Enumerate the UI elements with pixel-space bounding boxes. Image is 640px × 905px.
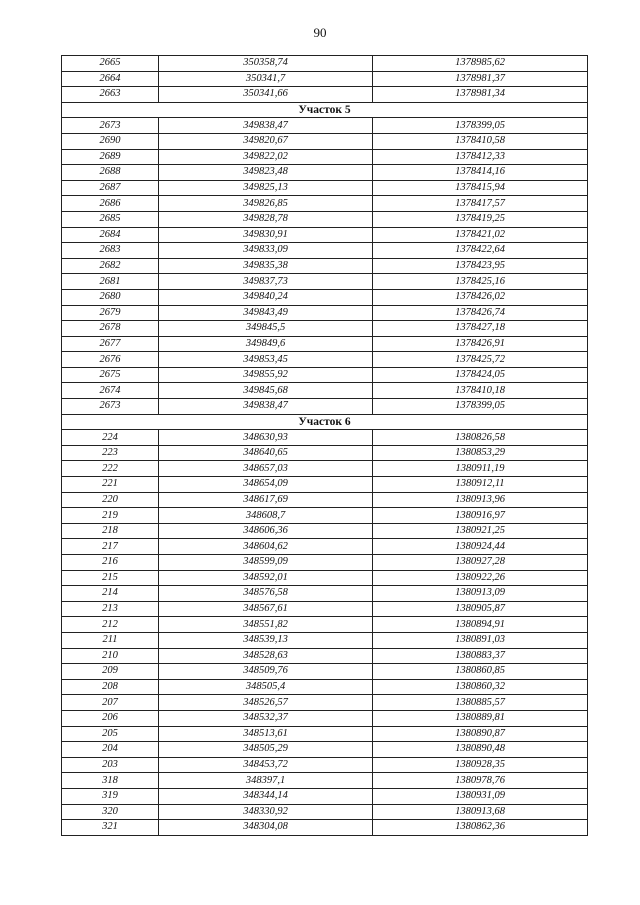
table-row [62, 523, 588, 539]
point-number-cell: 223 [62, 445, 159, 461]
page-number: 90 [313, 25, 327, 40]
y-coordinate-cell: 1380922,26 [373, 570, 588, 586]
point-number-cell: 2674 [62, 383, 159, 399]
y-coordinate-cell: 1380860,32 [373, 679, 588, 695]
table-row [62, 149, 588, 165]
point-number-cell: 216 [62, 555, 159, 571]
table-row [62, 321, 588, 337]
point-number-cell: 2687 [62, 180, 159, 196]
table-row [62, 87, 588, 103]
x-coordinate-cell: 349833,09 [159, 243, 373, 259]
table-row [62, 664, 588, 680]
point-number-cell: 213 [62, 601, 159, 617]
table-row [62, 367, 588, 383]
x-coordinate-cell: 348539,13 [159, 632, 373, 648]
y-coordinate-cell: 1380890,87 [373, 726, 588, 742]
section-header-row [62, 414, 588, 430]
table-row [62, 648, 588, 664]
point-number-cell: 208 [62, 679, 159, 695]
table-row [62, 820, 588, 836]
x-coordinate-cell: 349826,85 [159, 196, 373, 212]
point-number-cell: 2680 [62, 289, 159, 305]
y-coordinate-cell: 1378981,37 [373, 71, 588, 87]
x-coordinate-cell: 349820,67 [159, 133, 373, 149]
x-coordinate-cell: 349845,5 [159, 321, 373, 337]
table-row [62, 757, 588, 773]
table-row [62, 289, 588, 305]
y-coordinate-cell: 1380911,19 [373, 461, 588, 477]
table-row [62, 586, 588, 602]
x-coordinate-cell: 348509,76 [159, 664, 373, 680]
table-row [62, 632, 588, 648]
x-coordinate-cell: 348330,92 [159, 804, 373, 820]
table-row [62, 211, 588, 227]
point-number-cell: 321 [62, 820, 159, 836]
point-number-cell: 210 [62, 648, 159, 664]
point-number-cell: 218 [62, 523, 159, 539]
x-coordinate-cell: 349843,49 [159, 305, 373, 321]
y-coordinate-cell: 1380860,85 [373, 664, 588, 680]
table-row [62, 679, 588, 695]
table-row [62, 71, 588, 87]
x-coordinate-cell: 348608,7 [159, 508, 373, 524]
point-number-cell: 2673 [62, 118, 159, 134]
point-number-cell: 2677 [62, 336, 159, 352]
y-coordinate-cell: 1378421,02 [373, 227, 588, 243]
y-coordinate-cell: 1380927,28 [373, 555, 588, 571]
point-number-cell: 2678 [62, 321, 159, 337]
x-coordinate-cell: 348551,82 [159, 617, 373, 633]
y-coordinate-cell: 1380853,29 [373, 445, 588, 461]
point-number-cell: 2663 [62, 87, 159, 103]
x-coordinate-cell: 348617,69 [159, 492, 373, 508]
x-coordinate-cell: 348513,61 [159, 726, 373, 742]
table-row [62, 742, 588, 758]
y-coordinate-cell: 1380913,68 [373, 804, 588, 820]
x-coordinate-cell: 350341,7 [159, 71, 373, 87]
y-coordinate-cell: 1378399,05 [373, 399, 588, 415]
point-number-cell: 318 [62, 773, 159, 789]
x-coordinate-cell: 348576,58 [159, 586, 373, 602]
y-coordinate-cell: 1378423,95 [373, 258, 588, 274]
table-row [62, 133, 588, 149]
x-coordinate-cell: 348567,61 [159, 601, 373, 617]
point-number-cell: 2684 [62, 227, 159, 243]
y-coordinate-cell: 1380894,91 [373, 617, 588, 633]
table-row [62, 804, 588, 820]
y-coordinate-cell: 1380913,96 [373, 492, 588, 508]
x-coordinate-cell: 348344,14 [159, 788, 373, 804]
point-number-cell: 221 [62, 477, 159, 493]
point-number-cell: 224 [62, 430, 159, 446]
x-coordinate-cell: 348606,36 [159, 523, 373, 539]
point-number-cell: 203 [62, 757, 159, 773]
y-coordinate-cell: 1380913,09 [373, 586, 588, 602]
point-number-cell: 222 [62, 461, 159, 477]
x-coordinate-cell: 348453,72 [159, 757, 373, 773]
table-row [62, 196, 588, 212]
x-coordinate-cell: 349825,13 [159, 180, 373, 196]
x-coordinate-cell: 349830,91 [159, 227, 373, 243]
y-coordinate-cell: 1378981,34 [373, 87, 588, 103]
table-row [62, 695, 588, 711]
point-number-cell: 214 [62, 586, 159, 602]
x-coordinate-cell: 349849,6 [159, 336, 373, 352]
y-coordinate-cell: 1380891,03 [373, 632, 588, 648]
table-row [62, 710, 588, 726]
table-row [62, 383, 588, 399]
point-number-cell: 320 [62, 804, 159, 820]
y-coordinate-cell: 1380921,25 [373, 523, 588, 539]
point-number-cell: 2683 [62, 243, 159, 259]
x-coordinate-cell: 349845,68 [159, 383, 373, 399]
point-number-cell: 2688 [62, 165, 159, 181]
point-number-cell: 2675 [62, 367, 159, 383]
y-coordinate-cell: 1378425,72 [373, 352, 588, 368]
table-row [62, 601, 588, 617]
point-number-cell: 217 [62, 539, 159, 555]
y-coordinate-cell: 1378422,64 [373, 243, 588, 259]
table-row [62, 227, 588, 243]
table-row [62, 180, 588, 196]
table-row [62, 461, 588, 477]
point-number-cell: 2690 [62, 133, 159, 149]
y-coordinate-cell: 1378426,91 [373, 336, 588, 352]
table-row [62, 399, 588, 415]
y-coordinate-cell: 1378399,05 [373, 118, 588, 134]
section-title: Участок 5 [62, 102, 588, 118]
x-coordinate-cell: 349840,24 [159, 289, 373, 305]
x-coordinate-cell: 348599,09 [159, 555, 373, 571]
y-coordinate-cell: 1378412,33 [373, 149, 588, 165]
point-number-cell: 2682 [62, 258, 159, 274]
y-coordinate-cell: 1380916,97 [373, 508, 588, 524]
table-row [62, 336, 588, 352]
y-coordinate-cell: 1378426,02 [373, 289, 588, 305]
table-row [62, 788, 588, 804]
point-number-cell: 212 [62, 617, 159, 633]
y-coordinate-cell: 1378425,16 [373, 274, 588, 290]
table-row [62, 773, 588, 789]
x-coordinate-cell: 348526,57 [159, 695, 373, 711]
point-number-cell: 2681 [62, 274, 159, 290]
x-coordinate-cell: 349822,02 [159, 149, 373, 165]
point-number-cell: 205 [62, 726, 159, 742]
table-row [62, 726, 588, 742]
table-row [62, 617, 588, 633]
coordinates-table [61, 55, 588, 836]
x-coordinate-cell: 348640,65 [159, 445, 373, 461]
y-coordinate-cell: 1378426,74 [373, 305, 588, 321]
x-coordinate-cell: 348304,08 [159, 820, 373, 836]
point-number-cell: 2676 [62, 352, 159, 368]
x-coordinate-cell: 348528,63 [159, 648, 373, 664]
x-coordinate-cell: 349835,38 [159, 258, 373, 274]
x-coordinate-cell: 350358,74 [159, 56, 373, 72]
x-coordinate-cell: 348630,93 [159, 430, 373, 446]
y-coordinate-cell: 1380928,35 [373, 757, 588, 773]
y-coordinate-cell: 1380978,76 [373, 773, 588, 789]
y-coordinate-cell: 1380912,11 [373, 477, 588, 493]
y-coordinate-cell: 1378417,57 [373, 196, 588, 212]
point-number-cell: 211 [62, 632, 159, 648]
table-row [62, 445, 588, 461]
table-row [62, 352, 588, 368]
y-coordinate-cell: 1378427,18 [373, 321, 588, 337]
point-number-cell: 207 [62, 695, 159, 711]
point-number-cell: 209 [62, 664, 159, 680]
y-coordinate-cell: 1380924,44 [373, 539, 588, 555]
table-row [62, 430, 588, 446]
x-coordinate-cell: 348532,37 [159, 710, 373, 726]
point-number-cell: 206 [62, 710, 159, 726]
table-row [62, 508, 588, 524]
table-row [62, 165, 588, 181]
x-coordinate-cell: 348657,03 [159, 461, 373, 477]
point-number-cell: 2664 [62, 71, 159, 87]
x-coordinate-cell: 348505,4 [159, 679, 373, 695]
x-coordinate-cell: 348592,01 [159, 570, 373, 586]
y-coordinate-cell: 1378419,25 [373, 211, 588, 227]
point-number-cell: 204 [62, 742, 159, 758]
coordinates-table-body [62, 56, 588, 836]
y-coordinate-cell: 1380826,58 [373, 430, 588, 446]
table-row [62, 118, 588, 134]
y-coordinate-cell: 1380905,87 [373, 601, 588, 617]
x-coordinate-cell: 349855,92 [159, 367, 373, 383]
table-row [62, 477, 588, 493]
x-coordinate-cell: 349838,47 [159, 118, 373, 134]
point-number-cell: 2689 [62, 149, 159, 165]
y-coordinate-cell: 1380883,37 [373, 648, 588, 664]
x-coordinate-cell: 349838,47 [159, 399, 373, 415]
y-coordinate-cell: 1378410,58 [373, 133, 588, 149]
point-number-cell: 215 [62, 570, 159, 586]
section-title: Участок 6 [62, 414, 588, 430]
point-number-cell: 219 [62, 508, 159, 524]
point-number-cell: 2686 [62, 196, 159, 212]
table-row [62, 539, 588, 555]
table-row [62, 555, 588, 571]
x-coordinate-cell: 349837,73 [159, 274, 373, 290]
point-number-cell: 2673 [62, 399, 159, 415]
y-coordinate-cell: 1378414,16 [373, 165, 588, 181]
point-number-cell: 2665 [62, 56, 159, 72]
x-coordinate-cell: 349823,48 [159, 165, 373, 181]
x-coordinate-cell: 348604,62 [159, 539, 373, 555]
point-number-cell: 220 [62, 492, 159, 508]
point-number-cell: 2679 [62, 305, 159, 321]
x-coordinate-cell: 349828,78 [159, 211, 373, 227]
y-coordinate-cell: 1380890,48 [373, 742, 588, 758]
point-number-cell: 319 [62, 788, 159, 804]
section-header-row [62, 102, 588, 118]
x-coordinate-cell: 350341,66 [159, 87, 373, 103]
y-coordinate-cell: 1380862,36 [373, 820, 588, 836]
table-row [62, 258, 588, 274]
table-row [62, 243, 588, 259]
x-coordinate-cell: 348654,09 [159, 477, 373, 493]
table-row [62, 305, 588, 321]
point-number-cell: 2685 [62, 211, 159, 227]
y-coordinate-cell: 1380931,09 [373, 788, 588, 804]
x-coordinate-cell: 348505,29 [159, 742, 373, 758]
y-coordinate-cell: 1378410,18 [373, 383, 588, 399]
x-coordinate-cell: 349853,45 [159, 352, 373, 368]
y-coordinate-cell: 1378415,94 [373, 180, 588, 196]
y-coordinate-cell: 1378424,05 [373, 367, 588, 383]
table-row [62, 570, 588, 586]
y-coordinate-cell: 1378985,62 [373, 56, 588, 72]
table-row [62, 56, 588, 72]
y-coordinate-cell: 1380885,57 [373, 695, 588, 711]
y-coordinate-cell: 1380889,81 [373, 710, 588, 726]
x-coordinate-cell: 348397,1 [159, 773, 373, 789]
table-row [62, 492, 588, 508]
table-row [62, 274, 588, 290]
